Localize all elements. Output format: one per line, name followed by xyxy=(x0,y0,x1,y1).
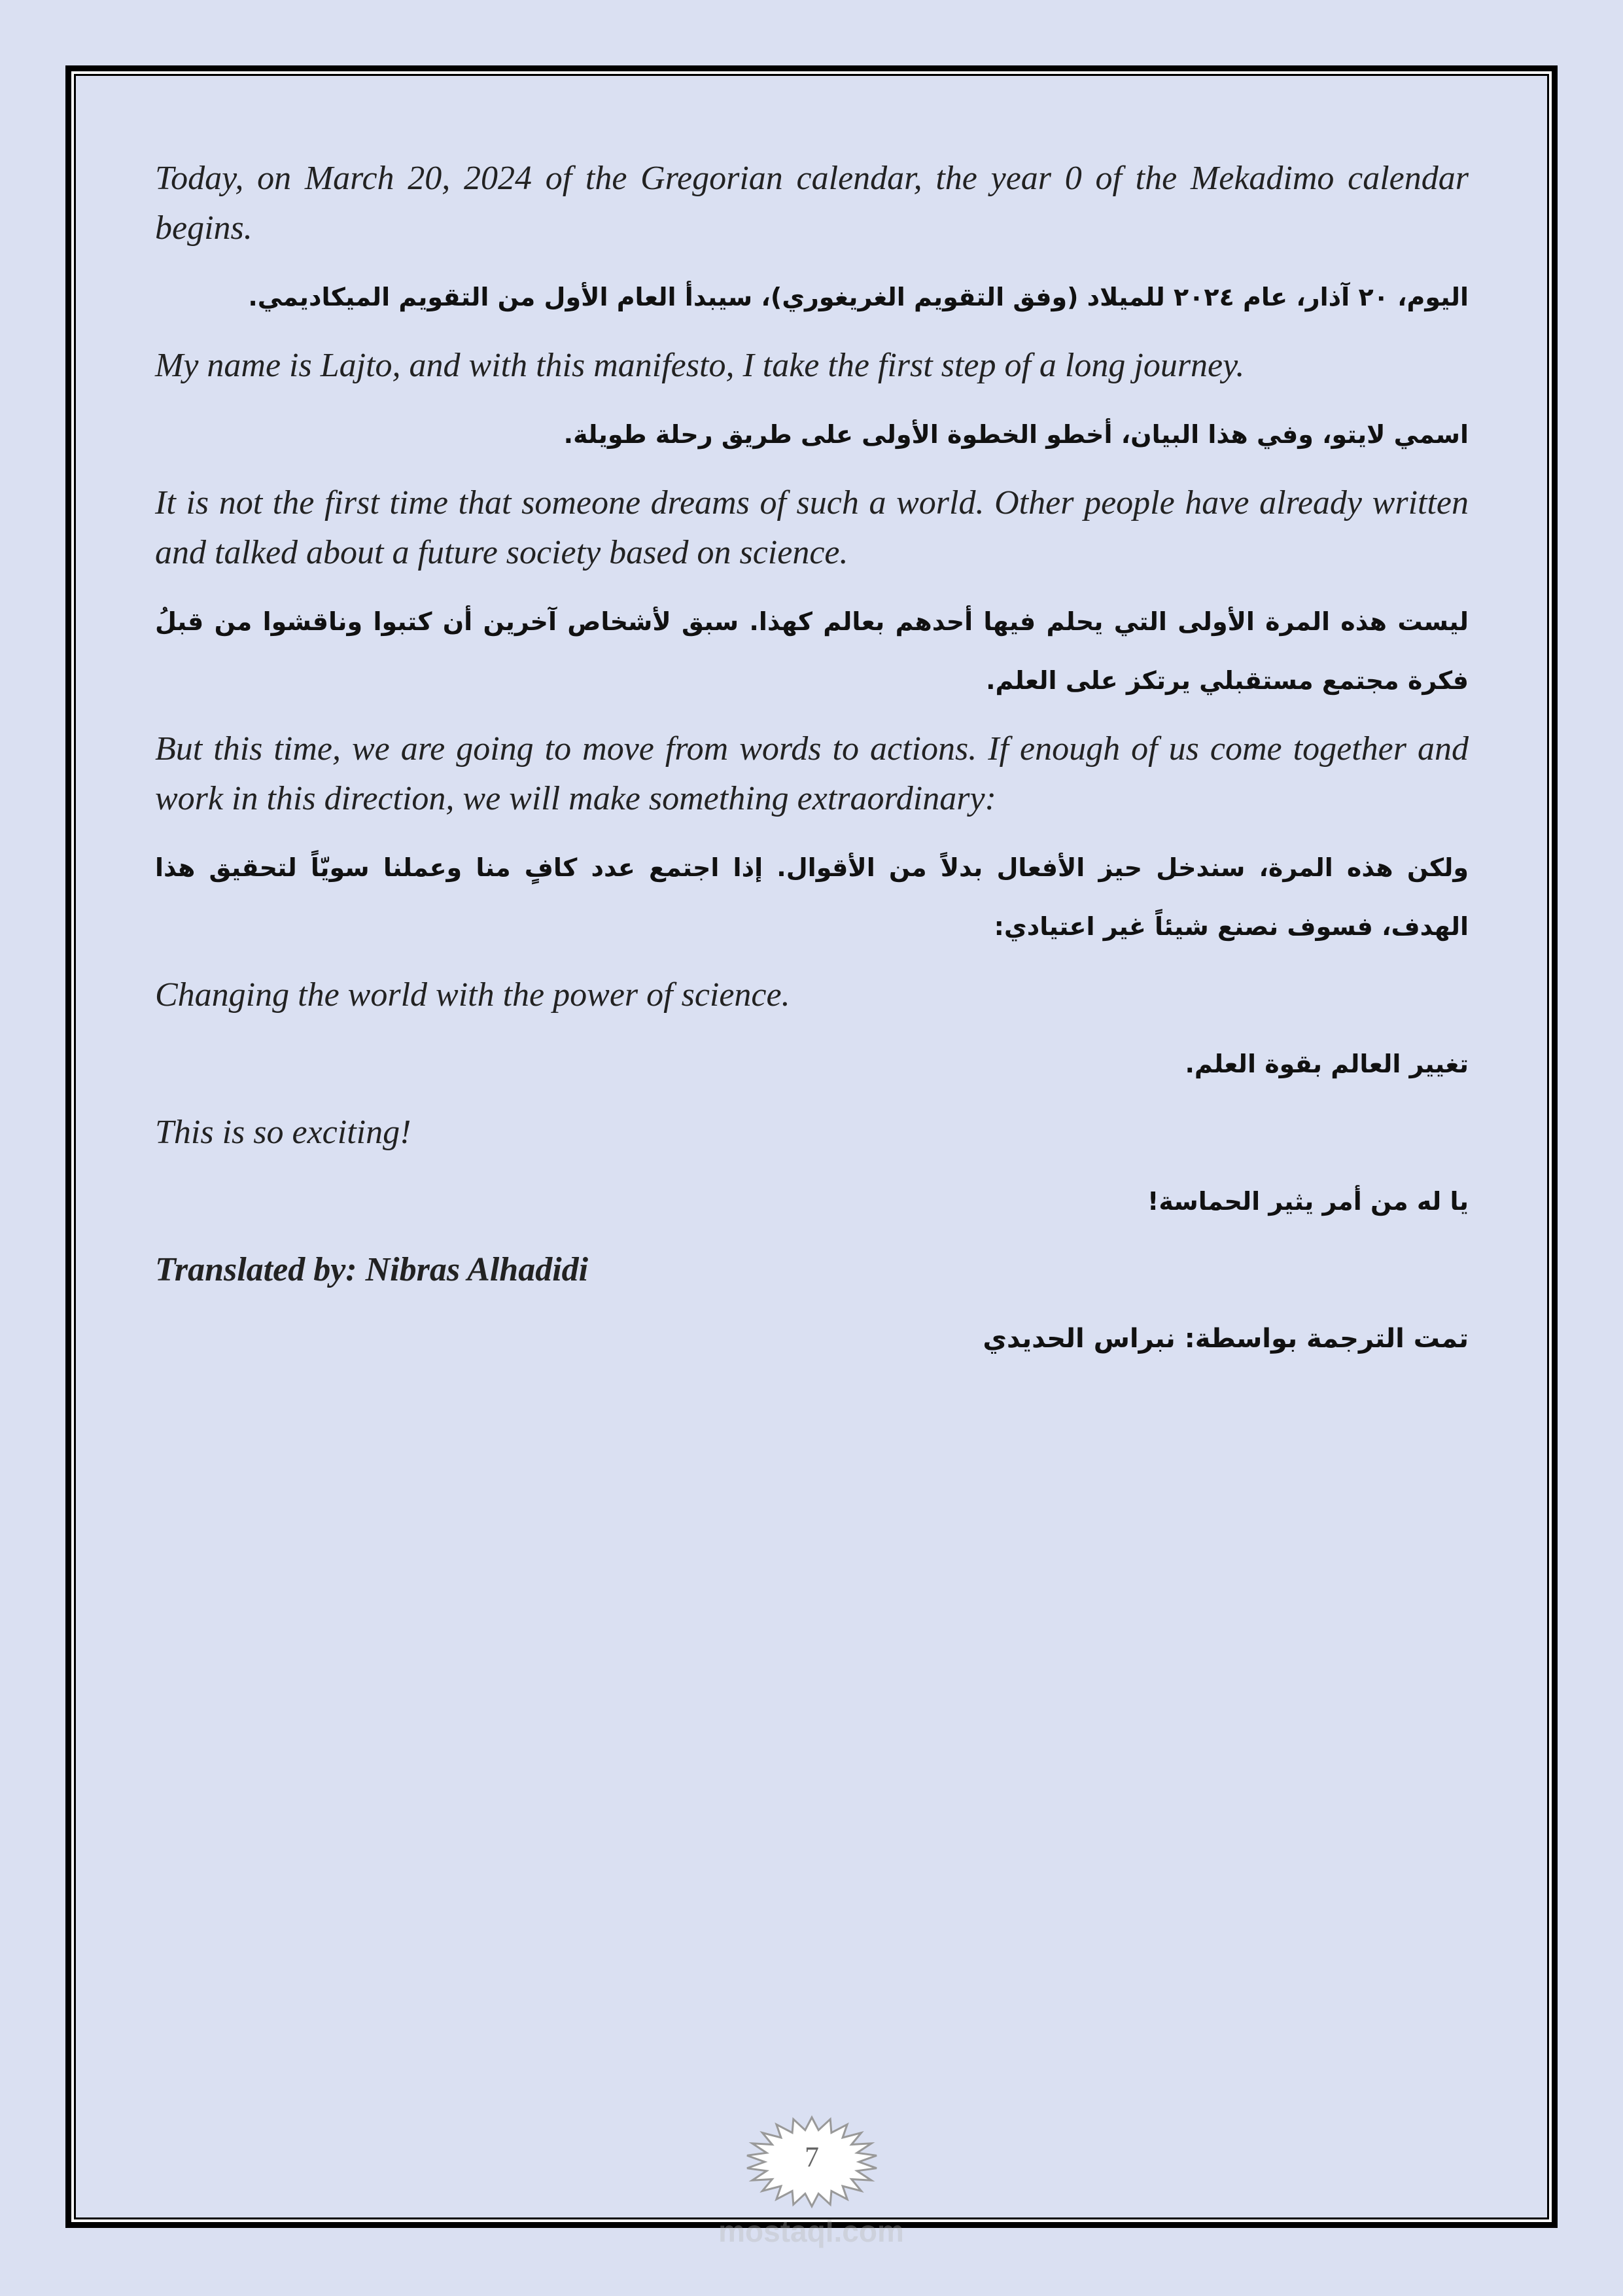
translator-en: Translated by: Nibras Alhadidi xyxy=(155,1251,589,1288)
paragraph-ar-6: يا له من أمر يثير الحماسة! xyxy=(1147,1187,1469,1216)
paragraph-en-1: Today, on March 20, 2024 of the Gregorian calendar, the year 0 of the Mekadimo calendar begins. xyxy=(155,160,1469,247)
paragraph-en-2: My name is Lajto, and with this manifesto, I take the first step of a long journey. xyxy=(155,347,1245,384)
paragraph-en-6: This is so exciting! xyxy=(155,1114,411,1151)
paragraph-en-4: But this time, we are going to move from words to actions. If enough of us come together and work in this direction, we will make something extraordinary: xyxy=(155,730,1469,817)
paragraph-ar-5: تغيير العالم بقوة العلم. xyxy=(1185,1050,1469,1078)
paragraph-en-5: Changing the world with the power of science. xyxy=(155,976,790,1014)
paragraph-ar-3: ليست هذه المرة الأولى التي يحلم فيها أحدهم بعالم كهذا. سبق لأشخاص آخرين أن كتبوا وناقشوا من قبلُ فكرة مجتمع مستقبلي يرتكز على العلم. xyxy=(155,607,1469,695)
paragraph-en-3: It is not the first time that someone dreams of such a world. Other people have already written and talked about a future society based on science. xyxy=(155,484,1469,571)
translator-ar: تمت الترجمة بواسطة: نبراس الحديدي xyxy=(983,1324,1469,1354)
paragraph-ar-2: اسمي لايتو، وفي هذا البيان، أخطو الخطوة الأولى على طريق رحلة طويلة. xyxy=(563,420,1469,449)
page-number: 7 xyxy=(805,2141,819,2173)
paragraph-ar-1: اليوم، ٢٠ آذار، عام ٢٠٢٤ للميلاد (وفق التقويم الغريغوري)، سيبدأ العام الأول من التقويم الميكاديمي. xyxy=(248,283,1469,311)
watermark: mostaql.com xyxy=(718,2214,904,2248)
paragraph-ar-4: ولكن هذه المرة، سندخل حيز الأفعال بدلاً من الأقوال. إذا اجتمع عدد كافٍ منا وعملنا سويّاً لتحقيق هذا الهدف، فسوف نصنع شيئاً غير اعتيادي: xyxy=(155,853,1469,941)
page-content xyxy=(155,154,1469,1383)
